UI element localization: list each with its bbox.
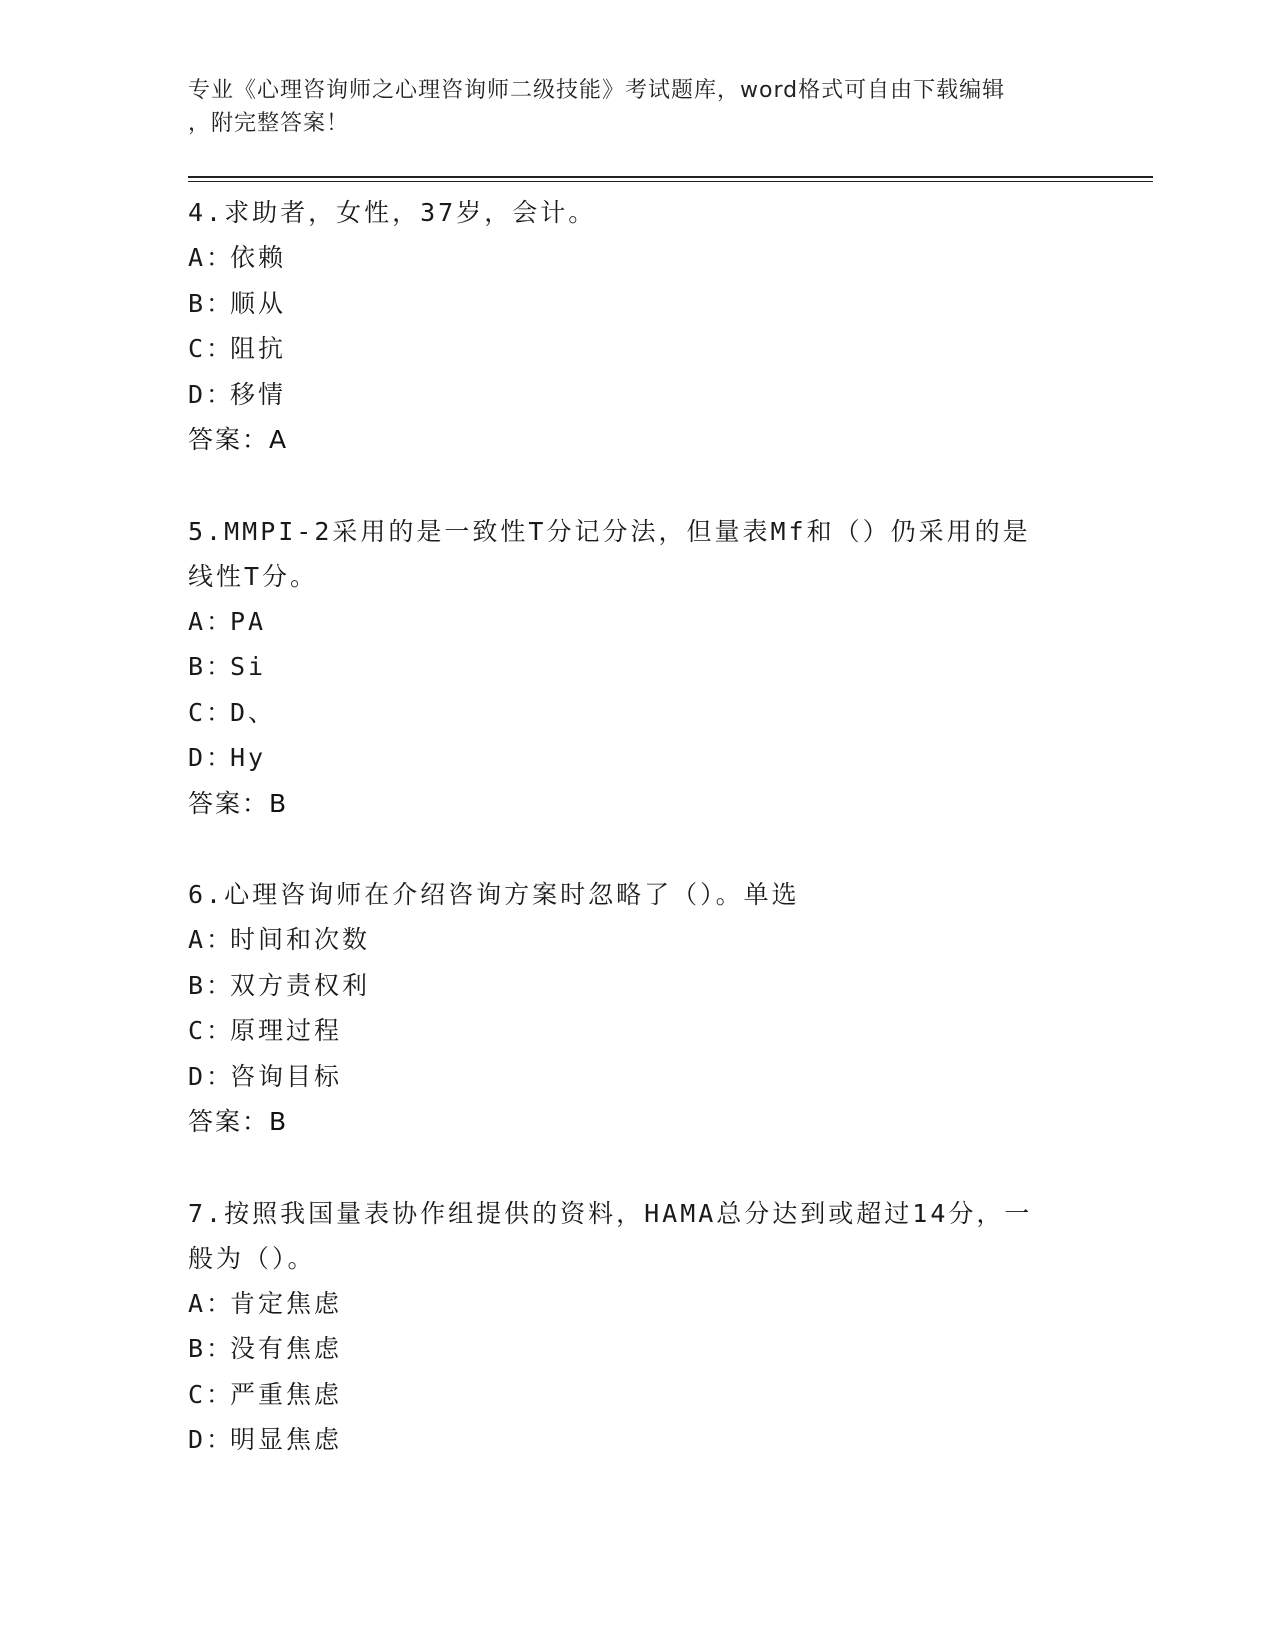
option-letter: D： bbox=[188, 379, 235, 409]
document-header bbox=[188, 74, 1068, 140]
option-letter: C： bbox=[188, 334, 235, 363]
option-b bbox=[188, 1326, 1088, 1372]
option-text: D、 bbox=[230, 697, 277, 727]
option-text: 时间和次数 bbox=[230, 925, 371, 954]
option-c bbox=[188, 690, 1088, 736]
option-d bbox=[188, 372, 1088, 418]
option-a bbox=[188, 917, 1088, 963]
option-text: 没有焦虑 bbox=[230, 1334, 343, 1363]
question-stem: 7.按照我国量表协作组提供的资料，HAMA总分达到或超过14分，一般为（）。 bbox=[188, 1198, 1033, 1273]
option-letter: C： bbox=[188, 1016, 235, 1045]
option-c bbox=[188, 1372, 1088, 1418]
option-letter: B： bbox=[188, 1334, 235, 1363]
option-d bbox=[188, 735, 1088, 781]
option-letter: B： bbox=[188, 288, 235, 318]
option-text: 阻抗 bbox=[230, 334, 287, 363]
option-b bbox=[188, 963, 1088, 1009]
question-stem: 4.求助者，女性，37岁，会计。 bbox=[188, 198, 597, 227]
question-stem: 6.心理咨询师在介绍咨询方案时忽略了（）。单选 bbox=[188, 880, 800, 909]
header-divider-thick bbox=[188, 176, 1153, 178]
option-c bbox=[188, 1008, 1088, 1054]
option-text: 肯定焦虑 bbox=[230, 1288, 343, 1318]
option-c bbox=[188, 326, 1088, 372]
option-text: 咨询目标 bbox=[230, 1061, 343, 1091]
option-letter: B： bbox=[188, 652, 235, 681]
answer-line: 答案：A bbox=[188, 425, 289, 454]
question-6 bbox=[188, 872, 1088, 1145]
option-text: 原理过程 bbox=[230, 1016, 343, 1045]
option-letter: A： bbox=[188, 606, 235, 636]
option-d bbox=[188, 1054, 1088, 1100]
question-stem: 5.MMPI-2采用的是一致性T分记分法，但量表Mf和（）仍采用的是线性T分。 bbox=[188, 516, 1031, 591]
header-divider-thin bbox=[188, 181, 1153, 182]
option-letter: C： bbox=[188, 1379, 235, 1409]
option-b bbox=[188, 281, 1088, 327]
option-letter: C： bbox=[188, 697, 235, 727]
option-text: 顺从 bbox=[230, 288, 287, 318]
option-a bbox=[188, 235, 1088, 281]
answer-line: 答案：B bbox=[188, 788, 289, 818]
option-letter: A： bbox=[188, 925, 235, 954]
option-text: Si bbox=[230, 652, 267, 681]
option-b bbox=[188, 644, 1088, 690]
option-letter: D： bbox=[188, 1425, 235, 1454]
option-a bbox=[188, 599, 1088, 645]
option-letter: D： bbox=[188, 1061, 235, 1091]
option-letter: D： bbox=[188, 743, 235, 772]
option-text: 明显焦虑 bbox=[230, 1425, 343, 1454]
question-4 bbox=[188, 190, 1088, 463]
option-text: 依赖 bbox=[230, 243, 287, 272]
option-letter: A： bbox=[188, 243, 235, 272]
answer-line: 答案：B bbox=[188, 1107, 289, 1136]
question-7 bbox=[188, 1191, 1088, 1463]
option-text: Hy bbox=[230, 743, 267, 772]
header-line-1: 专业《心理咨询师之心理咨询师二级技能》考试题库，word格式可自由下载编辑 bbox=[188, 78, 1006, 103]
option-d bbox=[188, 1417, 1088, 1463]
option-a bbox=[188, 1281, 1088, 1327]
option-text: 移情 bbox=[230, 379, 287, 409]
option-text: PA bbox=[230, 606, 267, 636]
option-letter: B： bbox=[188, 970, 235, 1000]
option-text: 双方责权利 bbox=[230, 970, 371, 1000]
question-5 bbox=[188, 509, 1088, 827]
option-text: 严重焦虑 bbox=[230, 1379, 343, 1409]
question-list bbox=[188, 190, 1088, 1509]
option-letter: A： bbox=[188, 1288, 235, 1318]
header-line-2: ，附完整答案！ bbox=[188, 111, 350, 136]
